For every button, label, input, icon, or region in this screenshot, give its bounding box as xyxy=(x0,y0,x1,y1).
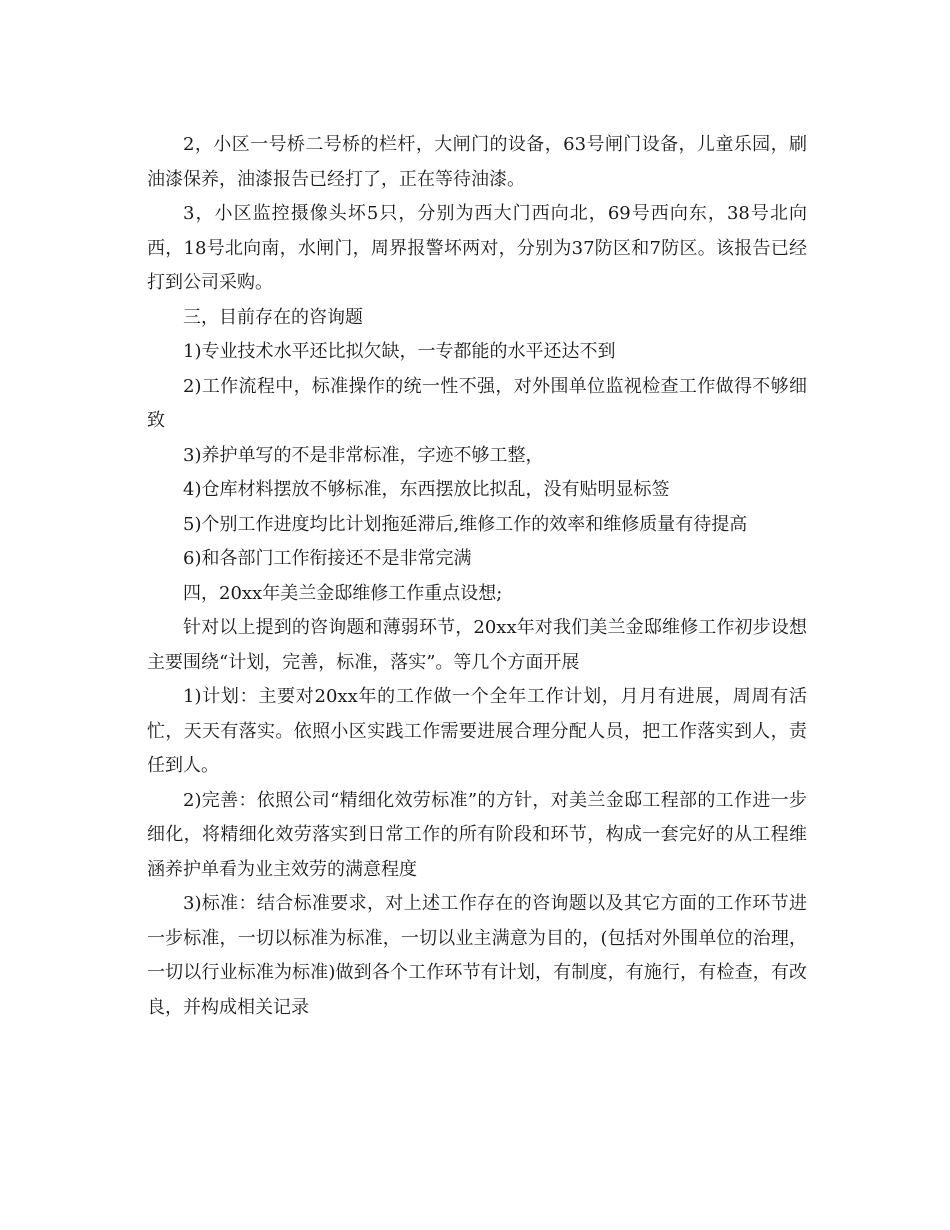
list-item-issue-5: 5)个别工作进度均比计划拖延滞后,维修工作的效率和维修质量有待提高 xyxy=(183,513,748,535)
list-item-issue-1: 1)专业技术水平还比拟欠缺，一专都能的水平还达不到 xyxy=(183,341,616,362)
document-body xyxy=(147,128,807,1025)
paragraph-item-3-cameras: 3，小区监控摄像头坏5只，分别为西大门西向北，69号西向东，38号北向西，18号北向南，水闸门，周界报警坏两对，分别为37防区和7防区。该报告已经打到公司采购。 xyxy=(147,203,807,293)
list-item-issue-4: 4)仓库材料摆放不够标准，东西摆放比拟乱，没有贴明显标签 xyxy=(183,479,670,500)
list-item-issue-3: 3)养护单写的不是非常标准，字迹不够工整， xyxy=(183,444,544,466)
paragraph-plans-intro: 针对以上提到的咨询题和薄弱环节，20xx年对我们美兰金邸维修工作初步设想主要围绕“计划，完善，标准，落实”。等几个方面开展 xyxy=(147,617,807,673)
list-item-plan-1: 1)计划：主要对20xx年的工作做一个全年工作计划，月月有进展，周周有活忙，天天有落实。依照小区实践工作需要进展合理分配人员，把工作落实到人，责任到人。 xyxy=(147,686,807,776)
list-item-issue-6: 6)和各部门工作衔接还不是非常完满 xyxy=(183,548,472,569)
list-item-issue-2: 2)工作流程中，标准操作的统一性不强，对外围单位监视检查工作做得不够细致 xyxy=(147,375,807,431)
section-heading-plans: 四，20xx年美兰金邸维修工作重点设想; xyxy=(183,582,503,604)
list-item-plan-2: 2)完善：依照公司“精细化效劳标准”的方针，对美兰金邸工程部的工作进一步细化，将精细化效劳落实到日常工作的所有阶段和环节，构成一套完好的从工程维涵养护单看为业主效劳的满意程度 xyxy=(147,789,807,880)
paragraph-item-2-facilities: 2，小区一号桥二号桥的栏杆，大闸门的设备，63号闸门设备，儿童乐园，刷油漆保养，油漆报告已经打了，正在等待油漆。 xyxy=(147,134,807,190)
section-heading-issues: 三，目前存在的咨询题 xyxy=(183,306,363,328)
list-item-plan-3: 3)标准：结合标准要求，对上述工作存在的咨询题以及其它方面的工作环节进一步标准，一切以标准为标准，一切以业主满意为目的，(包括对外围单位的治理，一切以行业标准为标准)做到各个工作环节有计划，有制度，有施行，有检查，有改良，并构成相关记录 xyxy=(147,893,807,1018)
